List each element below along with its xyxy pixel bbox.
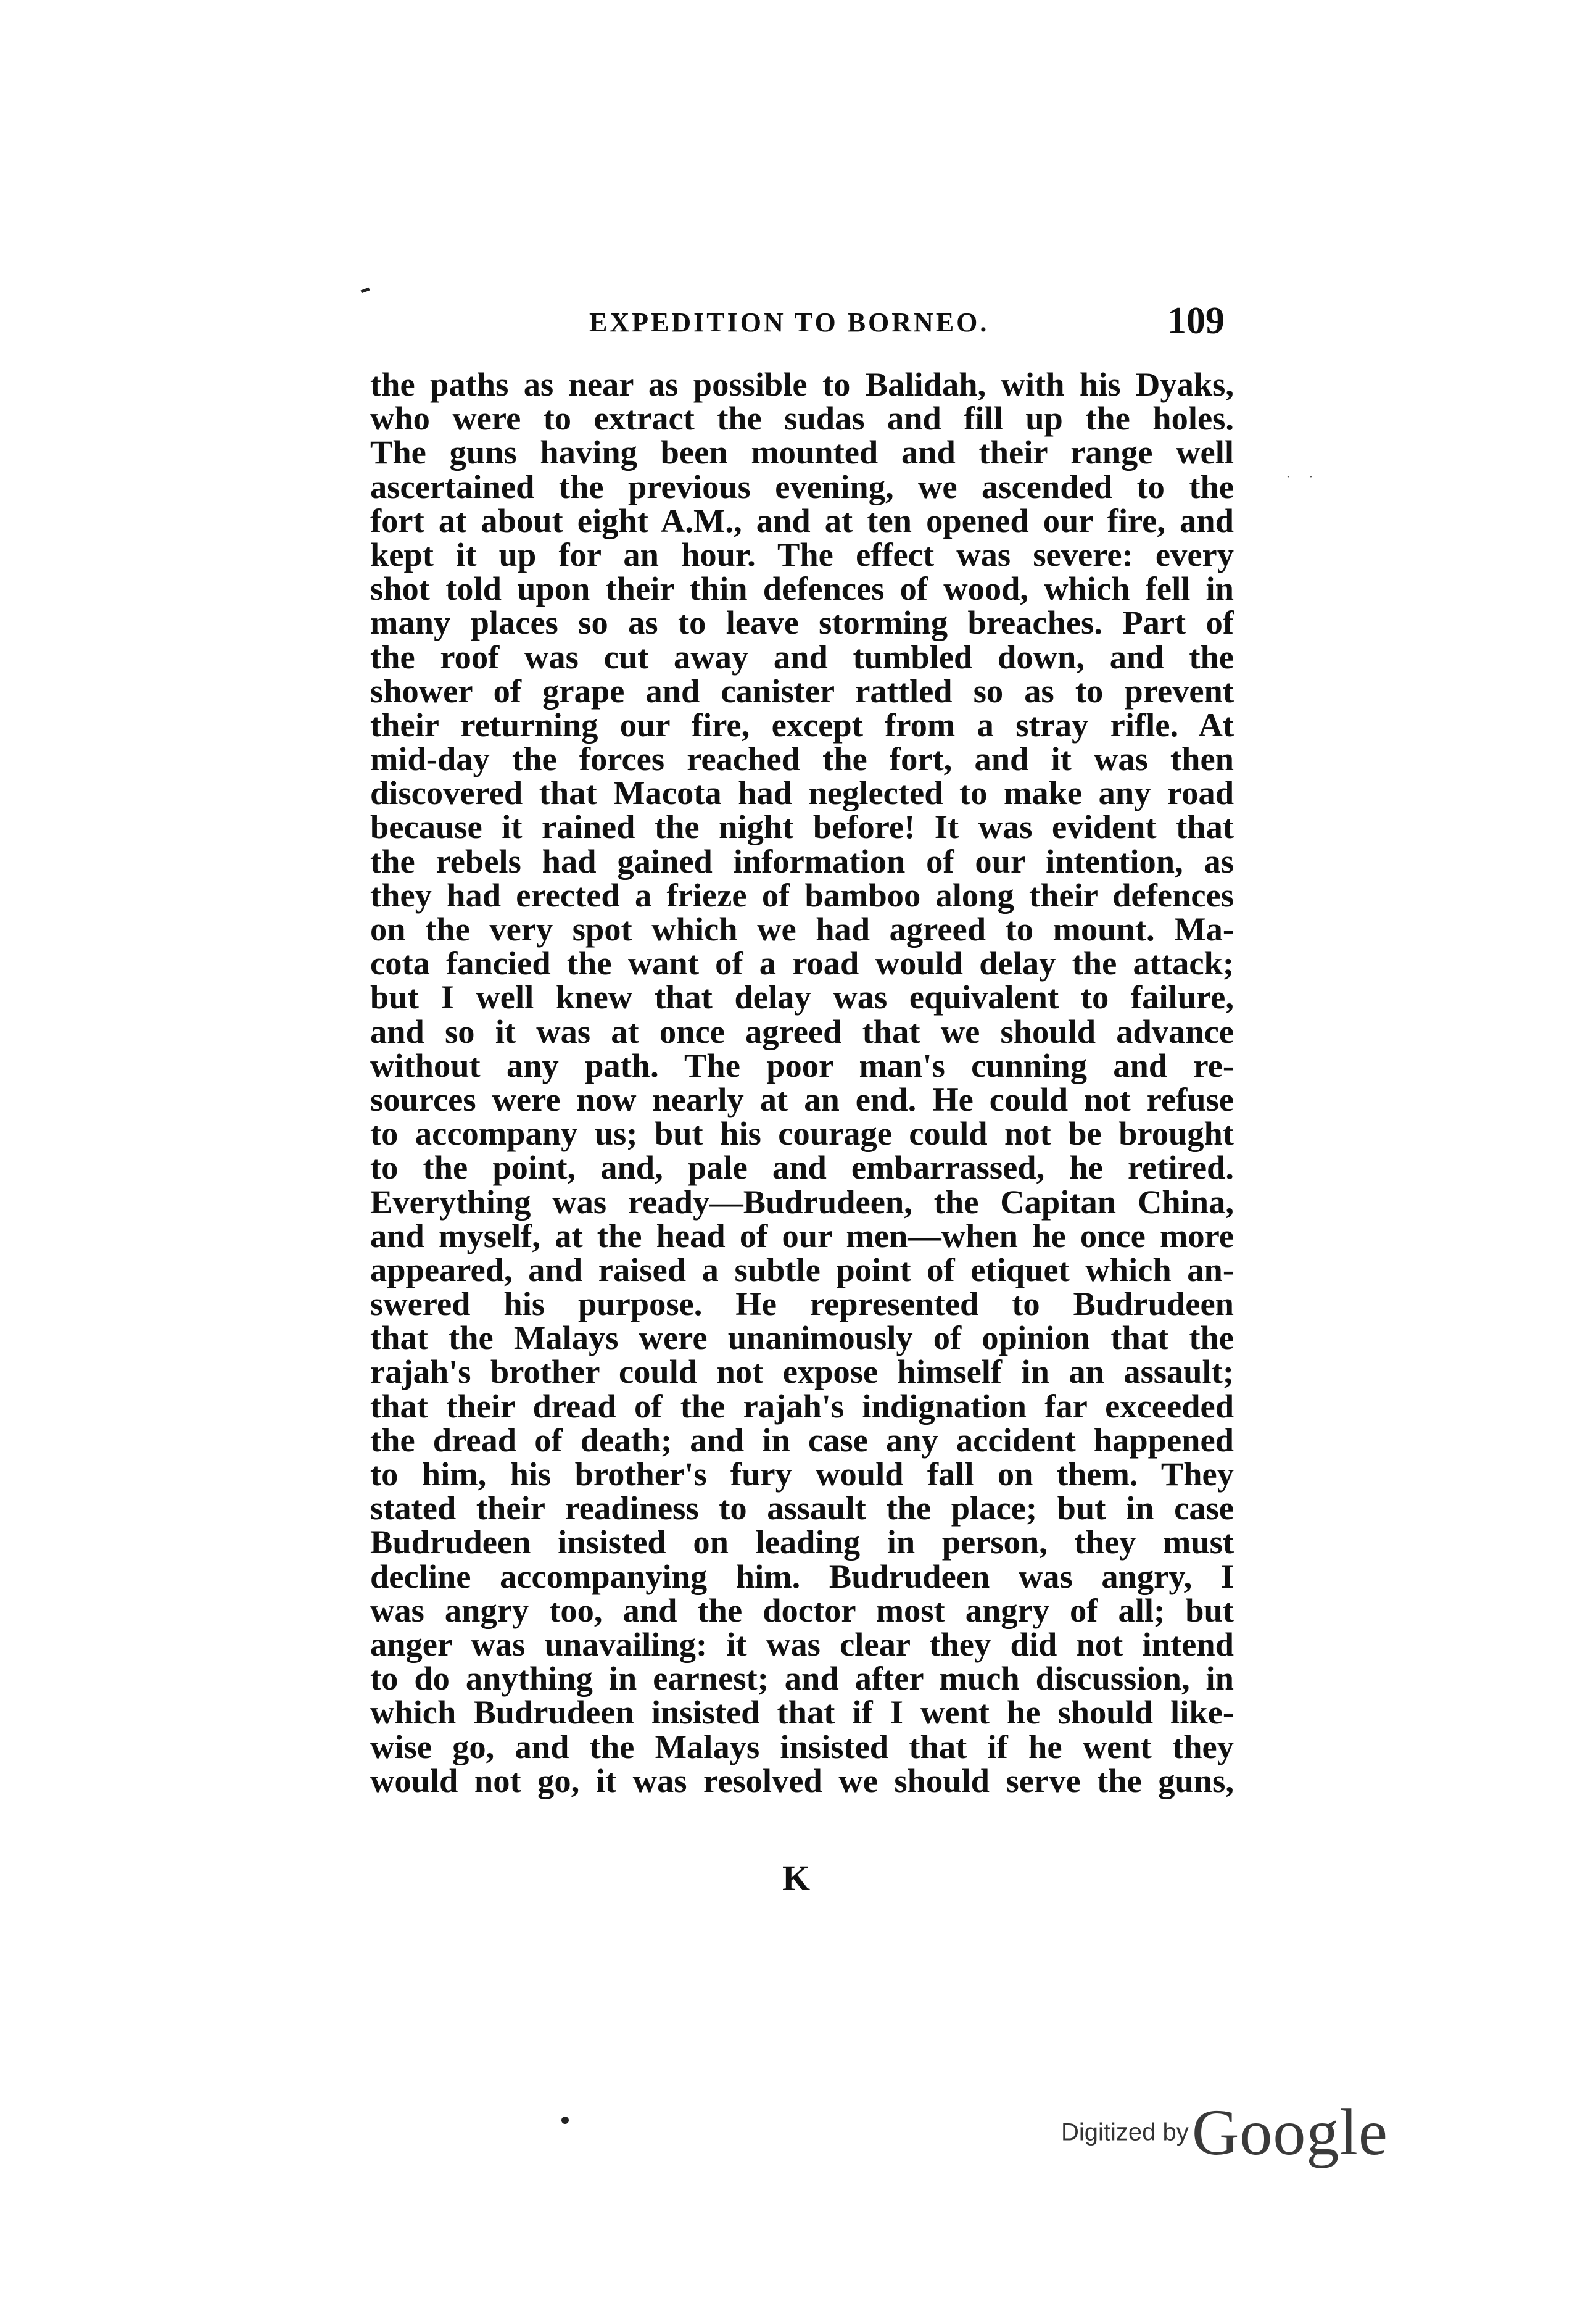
text-line: ascertained the previous evening, we ascended to the: [370, 467, 1234, 505]
text-line: discovered that Macota had neglected to make any road: [370, 774, 1234, 812]
text-line: without any path. The poor man's cunning and re-: [370, 1046, 1234, 1084]
text-line: that the Malays were unanimously of opinion that the: [370, 1319, 1234, 1357]
text-line: on the very spot which we had agreed to mount. Ma-: [370, 910, 1234, 948]
text-line: to him, his brother's fury would fall on them. They: [370, 1455, 1234, 1493]
text-line: swered his purpose. He represented to Budrudeen: [370, 1285, 1234, 1323]
text-line: shower of grape and canister rattled so as to prevent: [370, 671, 1234, 710]
text-line: the dread of death; and in case any accident happened: [370, 1420, 1234, 1459]
text-line: the paths as near as possible to Balidah, with his Dyaks,: [370, 365, 1234, 403]
text-line: to the point, and, pale and embarrassed, he retired.: [370, 1148, 1234, 1187]
text-line: appeared, and raised a subtle point of etiquet which an-: [370, 1250, 1234, 1288]
text-line: sources were now nearly at an end. He could not refuse: [370, 1080, 1234, 1118]
text-line: many places so as to leave storming breaches. Part of: [370, 603, 1234, 642]
text-line: who were to extract the sudas and fill up the holes.: [370, 399, 1234, 437]
text-line: that their dread of the rajah's indignation far exceeded: [370, 1387, 1234, 1425]
text-line: the rebels had gained information of our intention, as: [370, 842, 1234, 880]
watermark-brand: Google: [1191, 2096, 1388, 2168]
scan-specks: · ·: [1286, 469, 1321, 484]
text-line: stated their readiness to assault the place; but in case: [370, 1489, 1234, 1527]
text-line: which Budrudeen insisted that if I went he should like-: [370, 1693, 1234, 1731]
text-line: because it rained the night before! It was evident that: [370, 808, 1234, 846]
ink-mark: [361, 288, 370, 293]
text-line: Budrudeen insisted on leading in person, they must: [370, 1523, 1234, 1561]
text-line: kept it up for an hour. The effect was severe: every: [370, 535, 1234, 573]
text-line: shot told upon their thin defences of wood, which fell in: [370, 570, 1234, 608]
text-line: anger was unavailing: it was clear they did not intend: [370, 1625, 1234, 1663]
text-line: and so it was at once agreed that we should advance: [370, 1012, 1234, 1050]
text-line: was angry too, and the doctor most angry of all; but: [370, 1591, 1234, 1629]
ink-dot: [561, 2117, 569, 2124]
signature-mark: K: [782, 1858, 811, 1898]
digitization-watermark: [1061, 2095, 1388, 2170]
text-line: Everything was ready—Budrudeen, the Capitan China,: [370, 1182, 1234, 1221]
text-line: to do anything in earnest; and after much discussion, in: [370, 1659, 1234, 1698]
text-line: would not go, it was resolved we should serve the guns,: [370, 1761, 1234, 1799]
text-line: decline accompanying him. Budrudeen was angry, I: [370, 1557, 1234, 1595]
text-line: fort at about eight A.M., and at ten opened our fire, and: [370, 501, 1234, 539]
text-line: and myself, at the head of our men—when he once more: [370, 1216, 1234, 1254]
running-head: EXPEDITION TO BORNEO.: [589, 307, 990, 338]
text-line: The guns having been mounted and their range well: [370, 433, 1234, 471]
body-text: [370, 367, 1234, 1797]
text-line: mid-day the forces reached the fort, and it was then: [370, 740, 1234, 778]
text-line: the roof was cut away and tumbled down, and the: [370, 637, 1234, 676]
text-line: wise go, and the Malays insisted that if he went they: [370, 1727, 1234, 1765]
text-line: to accompany us; but his courage could not be brought: [370, 1114, 1234, 1153]
watermark-prefix: Digitized by: [1061, 2118, 1189, 2146]
text-line: they had erected a frieze of bamboo along their defences: [370, 876, 1234, 914]
text-line: but I well knew that delay was equivalent to failure,: [370, 978, 1234, 1016]
text-line: rajah's brother could not expose himself in an assault;: [370, 1353, 1234, 1391]
page-header: [379, 299, 1237, 342]
text-line: their returning our fire, except from a stray rifle. At: [370, 705, 1234, 744]
text-line: cota fancied the want of a road would delay the attack;: [370, 944, 1234, 982]
page-number: 109: [1167, 300, 1225, 342]
